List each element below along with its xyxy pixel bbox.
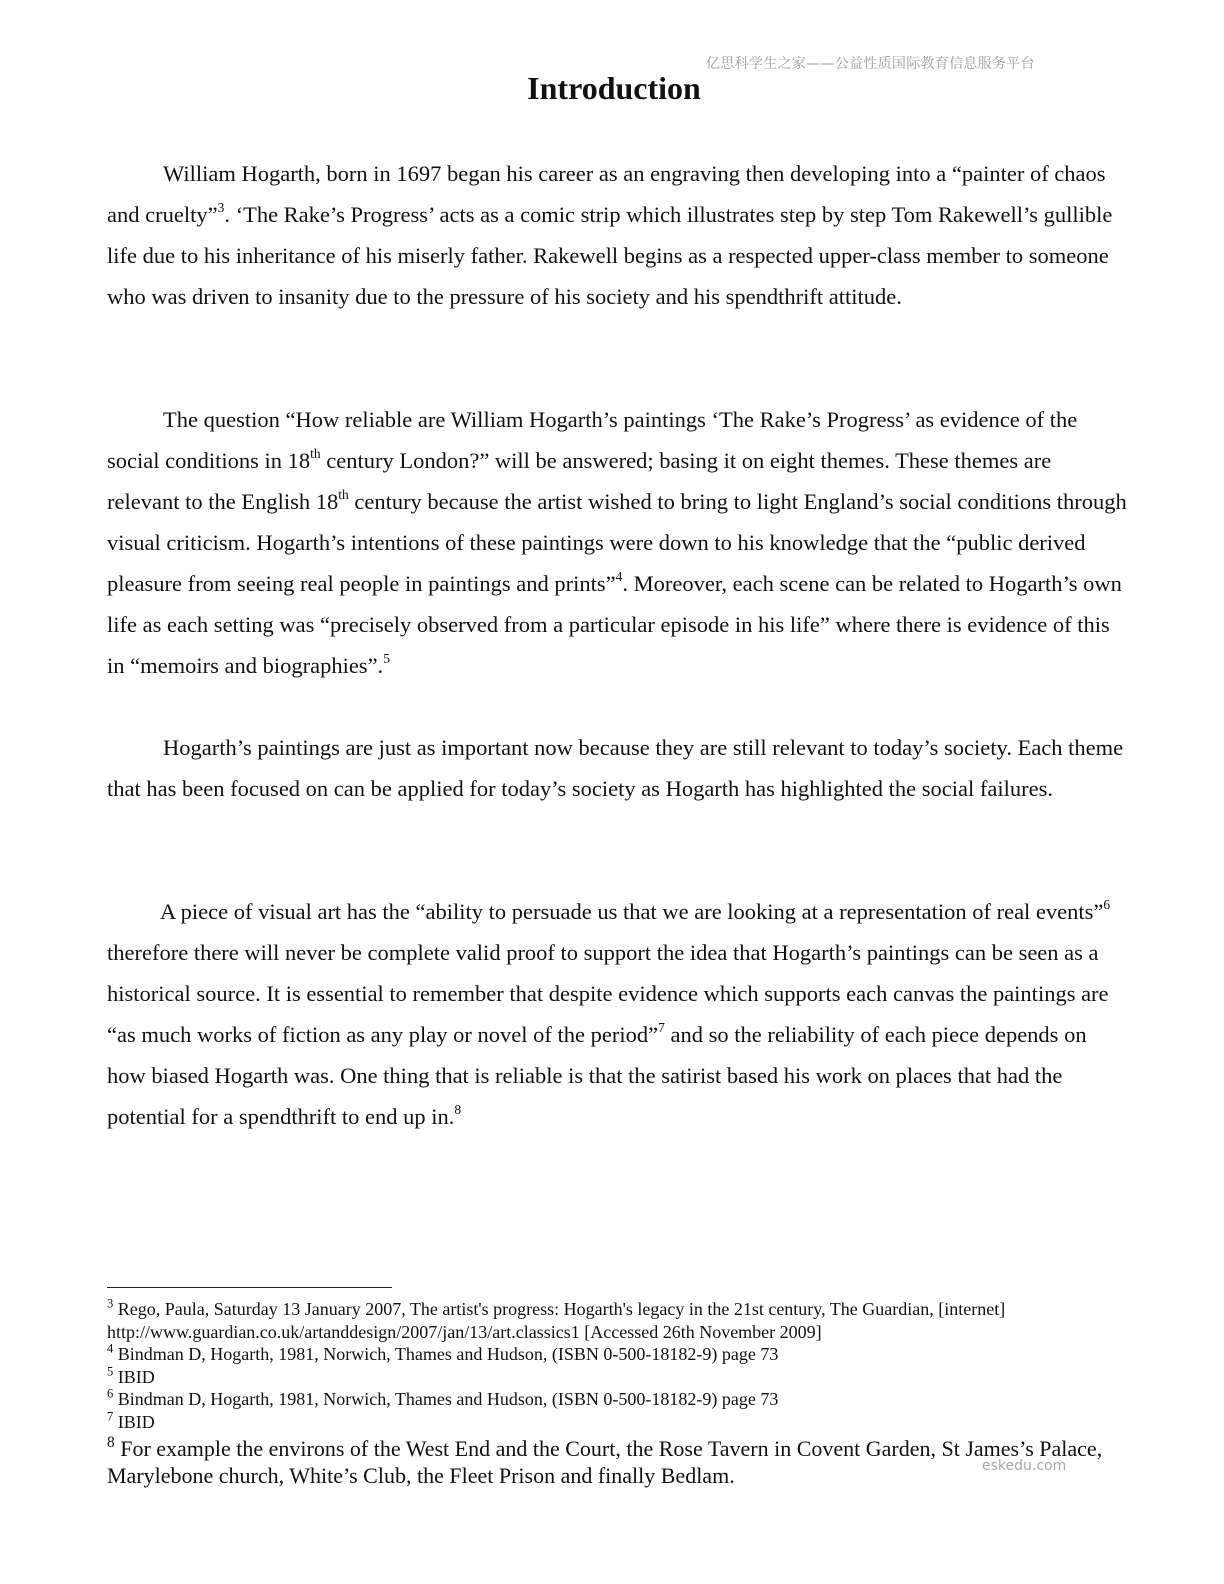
footnote-6 <box>107 1388 1137 1411</box>
text-run: . Moreover, each scene can be related to Hogarth’s own life as each setting was “precisely observed from a particular episode in his life” where there is evidence of this in “memoirs and biographies”. <box>107 571 1122 678</box>
text-run: The question “How reliable are William Hogarth’s paintings ‘The Rake’s Progress’ as evidence of the social conditions in 18 <box>107 407 1078 473</box>
footnote-text: Rego, Paula, Saturday 13 January 2007, The artist's progress: Hogarth's legacy in the 21st century, The Guardian, [internet] http://www.guardian.co.uk/artanddesign/2007/jan/13/art.classics1 [Accessed 26th November 2009] <box>107 1299 1006 1342</box>
text-run: A piece of visual art has the “ability to persuade us that we are looking at a representation of real events” <box>160 899 1104 924</box>
footnote-5 <box>107 1363 1137 1389</box>
footnote-3 <box>107 1298 1137 1343</box>
text-run: therefore there will never be complete valid proof to support the idea that Hogarth’s paintings can be seen as a historical source. It is essential to remember that despite evidence which supports each canvas the paintings are “as much works of fiction as any play or novel of the period” <box>107 940 1109 1047</box>
text-run: William Hogarth, born in 1697 began his career as an engraving then developing into a “painter of chaos and cruelty” <box>107 161 1106 227</box>
paragraph-text <box>107 399 1127 686</box>
paragraph-4 <box>107 891 1127 1137</box>
footnote-text: IBID <box>113 1366 155 1387</box>
footnote-text: For example the environs of the West End and the Court, the Rose Tavern in Covent Garden, St James’s Palace, Marylebone church, White’s Club, the Fleet Prison and finally Bedlam. <box>107 1436 1103 1488</box>
paragraph-2 <box>107 399 1127 686</box>
footnote-number: 4 <box>107 1341 114 1356</box>
footnote-number: 7 <box>107 1408 114 1423</box>
text-run: . ‘The Rake’s Progress’ acts as a comic strip which illustrates step by step Tom Rakewell’s gullible life due to his inheritance of his miserly father. Rakewell begins as a respected upper-class member to someone who was driven to insanity due to the pressure of his society and his spendthrift attitude. <box>107 202 1113 309</box>
text-run: century because the artist wished to bring to light England’s social conditions through visual criticism. Hogarth’s intentions of these paintings were down to his knowledge that the “public derived pleasure from seeing real people in paintings and prints” <box>107 489 1127 596</box>
footnote-ref: 3 <box>217 199 225 215</box>
paragraph-text <box>107 891 1127 1137</box>
footnote-number: 6 <box>107 1386 114 1401</box>
footnote-ref: 4 <box>615 568 623 584</box>
paragraph-1 <box>107 153 1127 317</box>
watermark-bottom: eskedu.com <box>982 1458 1067 1474</box>
page-title: Introduction <box>527 70 701 106</box>
footnote-7 <box>107 1408 1137 1434</box>
footnote-ref: th <box>310 445 321 461</box>
footnote-divider <box>107 1287 392 1288</box>
footnote-ref: 8 <box>454 1101 462 1117</box>
footnote-ref: 5 <box>383 650 390 666</box>
footnote-ref: 7 <box>658 1019 665 1035</box>
text-run: and so the reliability of each piece depends on how biased Hogarth was. One thing that is reliable is that the satirist based his work on places that had the potential for a spendthrift to end up in. <box>107 1022 1087 1129</box>
text-run: Hogarth’s paintings are just as important now because they are still relevant to today’s society. Each theme that has been focused on can be applied for today’s society as Hogarth has highlighted the social failures. <box>107 735 1124 801</box>
text-run: century London?” will be answered; basing it on eight themes. These themes are relevant to the English 18 <box>107 448 1052 514</box>
footnote-4 <box>107 1343 1137 1366</box>
watermark-top: 亿思科学生之家——公益性质国际教育信息服务平台 <box>706 56 1035 72</box>
footnote-number: 3 <box>107 1296 114 1311</box>
footnote-ref: th <box>338 486 349 502</box>
footnote-number: 8 <box>107 1433 115 1451</box>
paragraph-text <box>107 727 1127 809</box>
paragraph-3 <box>107 727 1127 809</box>
footnote-text: Bindman D, Hogarth, 1981, Norwich, Thames and Hudson, (ISBN 0-500-18182-9) page 73 <box>113 1389 779 1409</box>
footnote-ref: 6 <box>1103 896 1111 912</box>
paragraph-text <box>107 153 1127 317</box>
footnote-text: Bindman D, Hogarth, 1981, Norwich, Thames and Hudson, (ISBN 0-500-18182-9) page 73 <box>113 1344 779 1364</box>
footnote-number: 5 <box>107 1363 114 1378</box>
footnote-text: IBID <box>113 1411 155 1432</box>
